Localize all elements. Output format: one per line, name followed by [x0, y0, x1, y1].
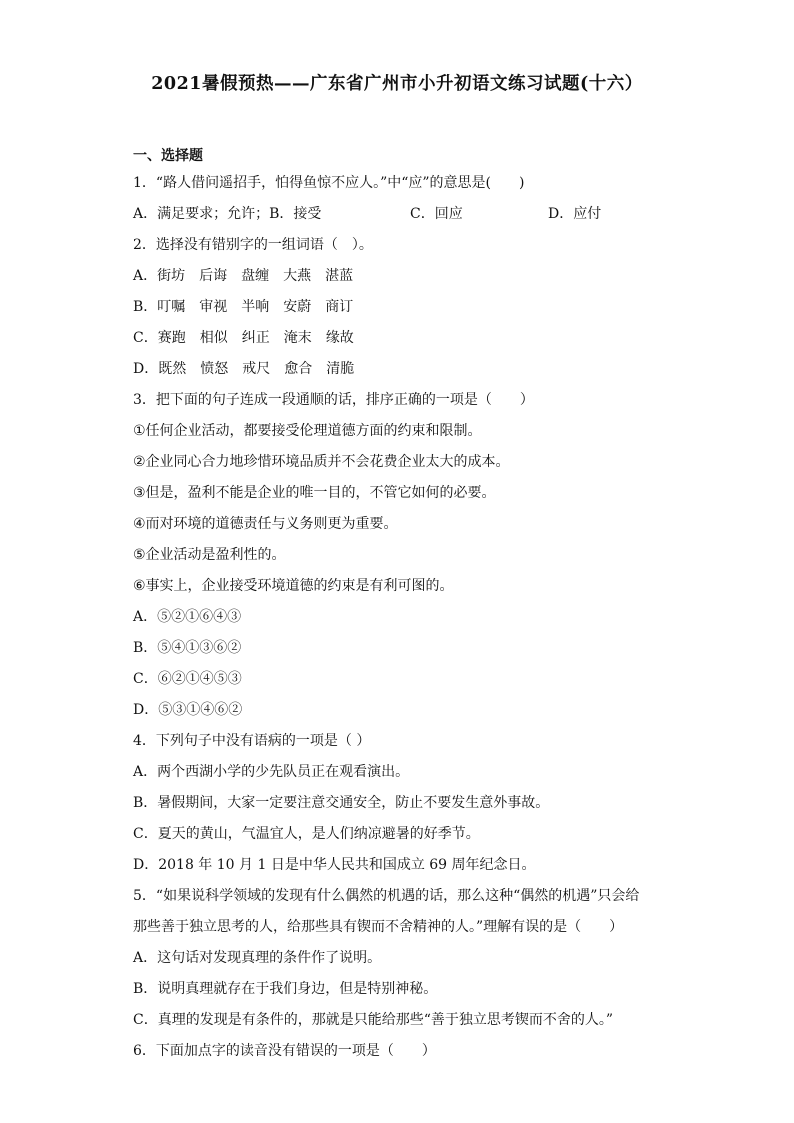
question-stem: 5．“如果说科学领域的发现有什么偶然的机遇的话，那么这种“偶然的机遇”只会给: [133, 888, 640, 904]
option-c: C．回应: [410, 206, 463, 222]
page-title: 2021暑假预热——广东省广州市小升初语文练习试题(十六）: [151, 74, 643, 94]
option-c: C．⑥②①④⑤③: [133, 671, 242, 687]
question-stem-continued: 那些善于独立思考的人，给那些具有锲而不舍精神的人。”理解有误的是（ ）: [133, 919, 624, 935]
sentence-3: ③但是，盈利不能是企业的唯一目的，不管它如何的必要。: [133, 485, 496, 501]
question-stem: 4．下列句子中没有语病的一项是（ ）: [133, 733, 371, 749]
sentence-6: ⑥事实上，企业接受环境道德的约束是有利可图的。: [133, 578, 454, 594]
option-b: B．叮嘱 审视 半响 安蔚 商订: [133, 299, 354, 315]
question-stem: 2．选择没有错别字的一组词语（ ）。: [133, 237, 373, 253]
option-b: B．暑假期间，大家一定要注意交通安全，防止不要发生意外事故。: [133, 795, 550, 811]
question-stem: 3．把下面的句子连成一段通顺的话，排序正确的一项是（ ）: [133, 392, 534, 408]
option-d: D．既然 愤怒 戒尺 愈合 清脆: [133, 361, 355, 377]
question-list: [133, 168, 693, 1067]
sentence-4: ④而对环境的道德责任与义务则更为重要。: [133, 516, 398, 532]
option-a: A．⑤②①⑥④③: [133, 609, 242, 625]
option-a: A．两个西湖小学的少先队员正在观看演出。: [133, 764, 410, 780]
question-stem: 6．下面加点字的读音没有错误的一项是（ ）: [133, 1043, 436, 1059]
sentence-1: ①任何企业活动，都要接受伦理道德方面的约束和限制。: [133, 423, 482, 439]
question-stem: 1．“路人借问遥招手，怕得鱼惊不应人。”中“应”的意思是( ): [133, 175, 525, 191]
option-c: C．夏天的黄山，气温宜人，是人们纳凉避暑的好季节。: [133, 826, 480, 842]
option-a: A．这句话对发现真理的条件作了说明。: [133, 950, 382, 966]
option-a: A．街坊 后诲 盘缠 大燕 湛蓝: [133, 268, 354, 284]
option-c: C．赛跑 相似 纠正 淹末 缘故: [133, 330, 354, 346]
sentence-5: ⑤企业活动是盈利性的。: [133, 547, 286, 563]
option-row: [133, 199, 693, 230]
option-d: D．应付: [548, 206, 602, 222]
option-b: B．⑤④①③⑥②: [133, 640, 242, 656]
option-d: D．2018 年 10 月 1 日是中华人民共和国成立 69 周年纪念日。: [133, 857, 536, 873]
option-c: C．真理的发现是有条件的，那就是只能给那些“善于独立思考锲而不舍的人。”: [133, 1012, 614, 1028]
option-a: A．满足要求；允许；B．接受: [133, 206, 322, 222]
option-b: B．说明真理就存在于我们身边，但是特别神秘。: [133, 981, 438, 997]
sentence-2: ②企业同心合力地珍惜环境品质并不会花费企业太大的成本。: [133, 454, 510, 470]
section-heading: 一、选择题: [133, 148, 203, 164]
option-d: D．⑤③①④⑥②: [133, 702, 243, 718]
